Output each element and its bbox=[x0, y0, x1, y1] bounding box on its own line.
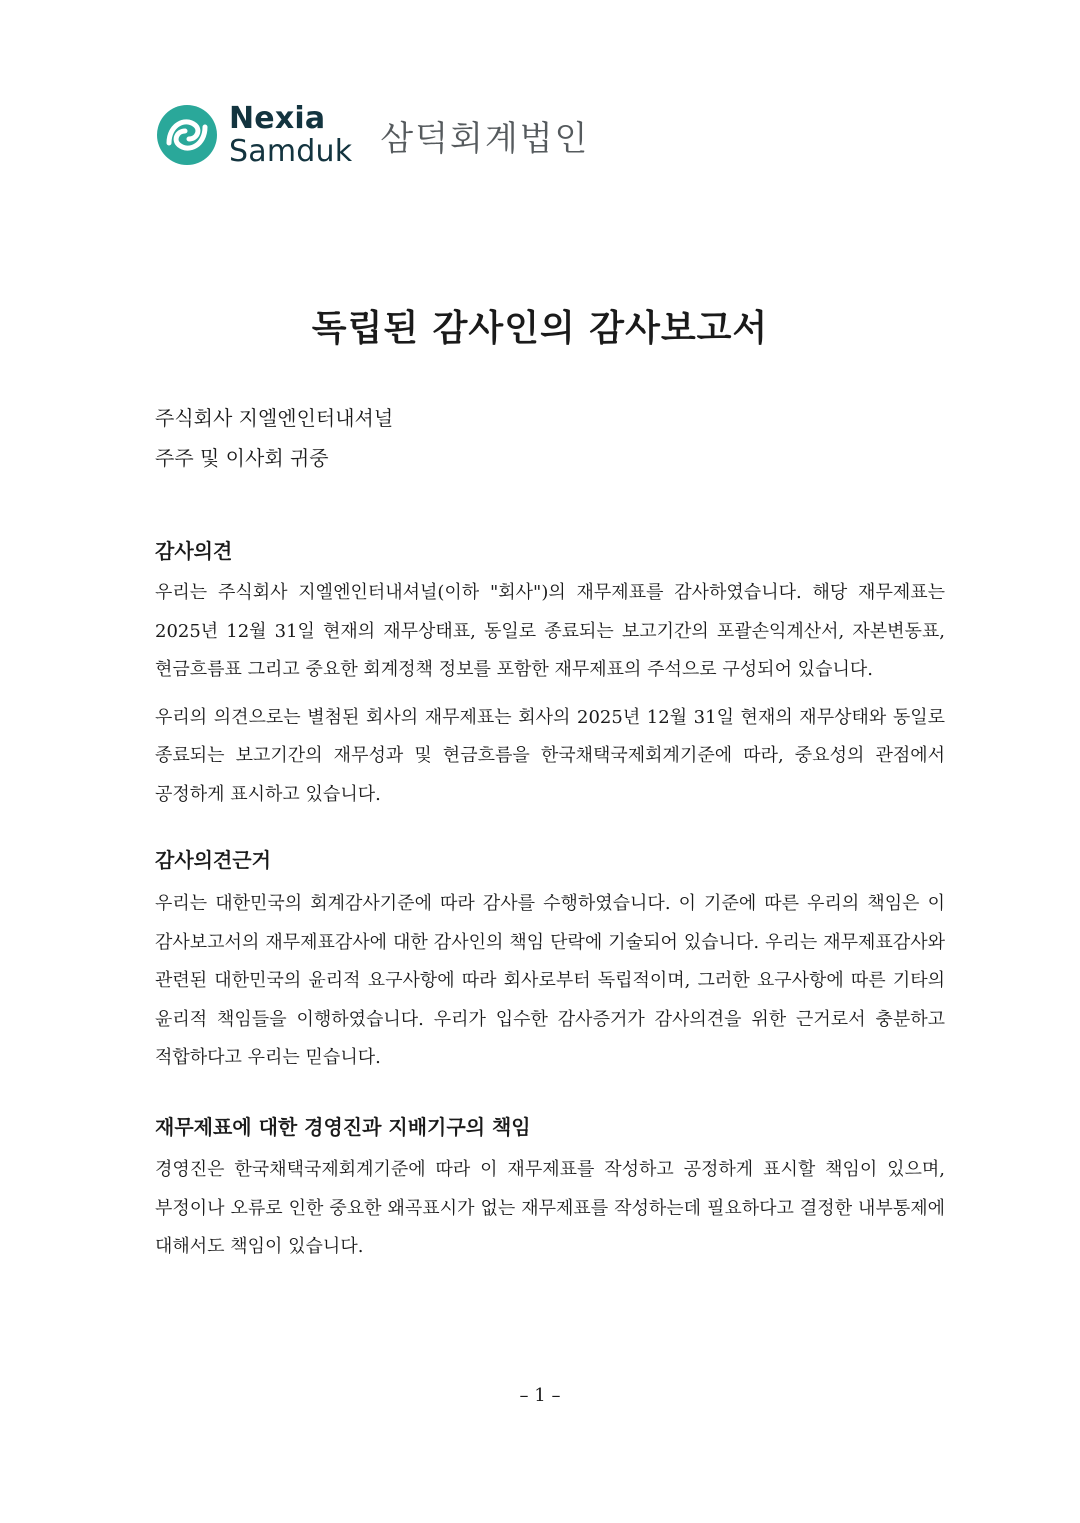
addressee-company: 주식회사 지엘엔인터내셔널 bbox=[155, 406, 394, 430]
nexia-swirl-icon bbox=[155, 103, 219, 167]
logo-line1: Nexia bbox=[229, 100, 326, 136]
paragraph: 경영진은 한국채택국제회계기준에 따라 이 재무제표를 작성하고 공정하게 표시할 책임이 있으며, 부정이나 오류로 인한 중요한 왜곡표시가 없는 재무제표를 작성하는데 필요하다고 결정한 내부통제에 대해서도 책임이 있습니다. bbox=[155, 1159, 945, 1257]
section-heading: 감사의견 bbox=[155, 539, 233, 563]
report-title: 독립된 감사인의 감사보고서 bbox=[311, 307, 769, 349]
logo-line2: Samduk bbox=[229, 133, 353, 169]
section-heading: 감사의견근거 bbox=[155, 848, 271, 872]
logo-wordmark bbox=[229, 100, 353, 169]
logo-korean-name: 삼덕회계법인 bbox=[380, 118, 590, 159]
section-heading: 재무제표에 대한 경영진과 지배기구의 책임 bbox=[155, 1115, 531, 1139]
paragraph: 우리는 대한민국의 회계감사기준에 따라 감사를 수행하였습니다. 이 기준에 따른 우리의 책임은 이 감사보고서의 재무제표감사에 대한 감사인의 책임 단락에 기술되어 있습니다. 우리는 재무제표감사와 관련된 대한민국의 윤리적 요구사항에 따라 회사로부터 독립적이며, 그러한 요구사항에 따른 기타의 윤리적 책임들을 이행하였습니다. 우리가 입수한 감사증거가 감사의견을 위한 근거로서 충분하고 적합하다고 우리는 믿습니다. bbox=[155, 893, 945, 1068]
page-number: – 1 – bbox=[519, 1385, 561, 1406]
section-basis-for-opinion bbox=[155, 845, 945, 1078]
company-logo bbox=[155, 100, 589, 170]
addressee-recipients: 주주 및 이사회 귀중 bbox=[155, 446, 329, 470]
addressee bbox=[155, 398, 393, 478]
section-audit-opinion bbox=[155, 536, 945, 814]
paragraph: 우리는 주식회사 지엘엔인터내셔널(이하 "회사")의 재무제표를 감사하였습니다. 해당 재무제표는 2025년 12월 31일 현재의 재무상태표, 동일로 종료되는 보고기간의 포괄손익계산서, 자본변동표, 현금흐름표 그리고 중요한 회계정책 정보를 포함한 재무제표의 주석으로 구성되어 있습니다. bbox=[155, 582, 945, 680]
section-management-responsibility bbox=[155, 1112, 945, 1267]
paragraph: 우리의 의견으로는 별첨된 회사의 재무제표는 회사의 2025년 12월 31일 현재의 재무상태와 동일로 종료되는 보고기간의 재무성과 및 현금흐름을 한국채택국제회계기준에 따라, 중요성의 관점에서 공정하게 표시하고 있습니다. bbox=[155, 706, 945, 805]
